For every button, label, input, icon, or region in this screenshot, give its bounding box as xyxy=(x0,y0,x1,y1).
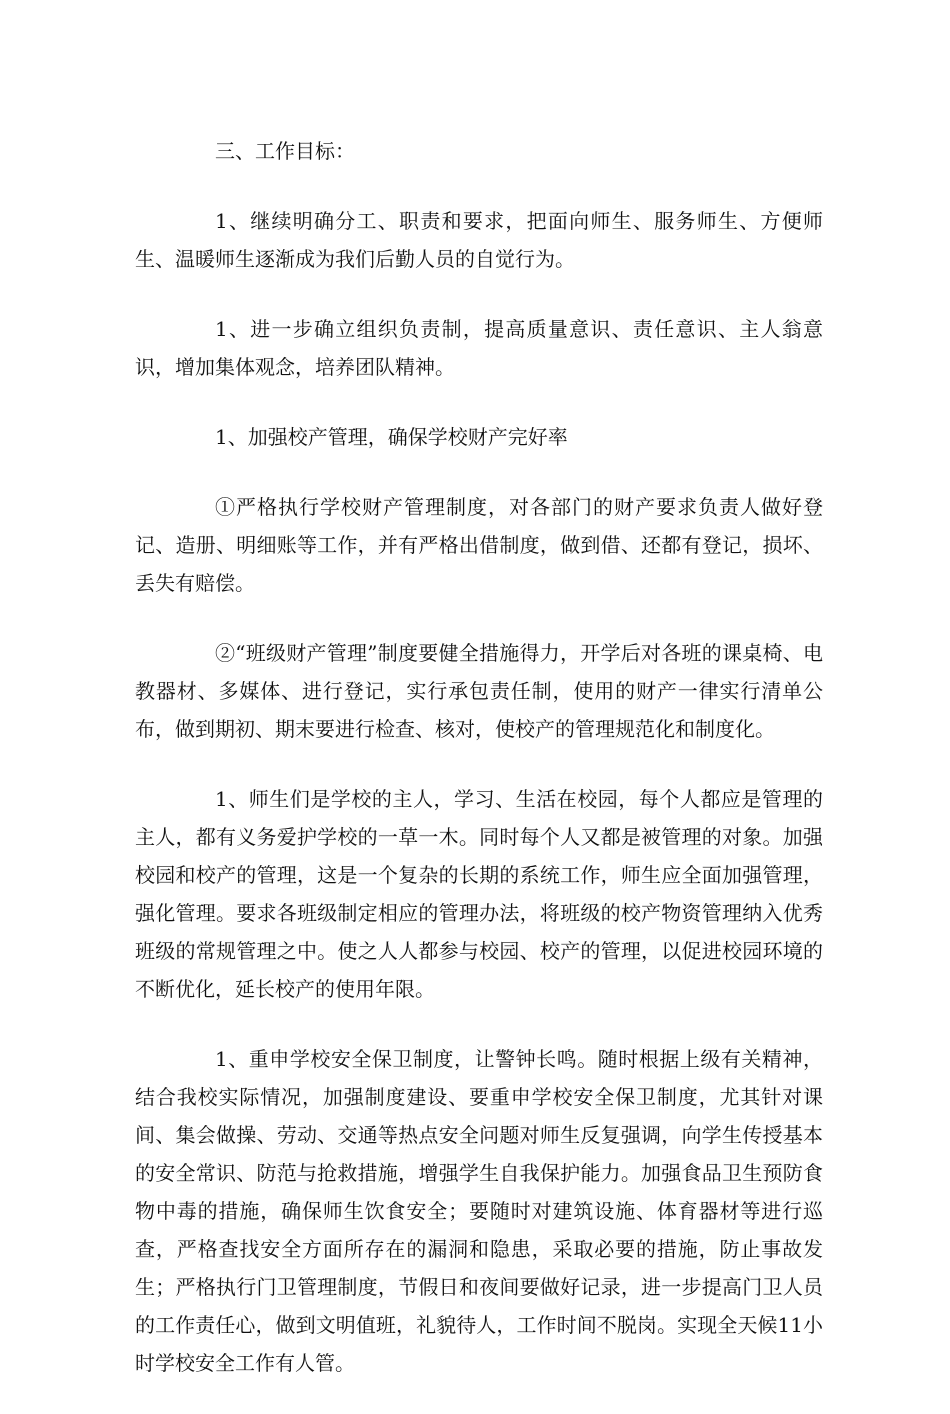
document-body xyxy=(135,132,823,1414)
paragraph-school-property-heading: 1、加强校产管理，确保学校财产完好率 xyxy=(215,425,568,449)
paragraph-class-property-management: ②“班级财产管理”制度要健全措施得力，开学后对各班的课桌椅、电教器材、多媒体、进行登记，实行承包责任制，使用的财产一律实行清单公布，做到期初、期末要进行检查、核对，使校产的管理规范化和制度化。 xyxy=(135,641,823,741)
section-heading: 三、工作目标： xyxy=(215,139,355,163)
paragraph-responsibility-system: 1、进一步确立组织负责制，提高质量意识、责任意识、主人翁意识，增加集体观念，培养团队精神。 xyxy=(135,317,823,379)
paragraph-safety-security: 1、重申学校安全保卫制度，让警钟长鸣。随时根据上级有关精神，结合我校实际情况，加强制度建设、要重申学校安全保卫制度，尤其针对课间、集会做操、劳动、交通等热点安全问题对师生反复强调，向学生传授基本的安全常识、防范与抢救措施，增强学生自我保护能力。加强食品卫生预防食物中毒的措施，确保师生饮食安全；要随时对建筑设施、体育器材等进行巡查，严格查找安全方面所存在的漏洞和隐患，采取必要的措施，防止事故发生；严格执行门卫管理制度，节假日和夜间要做好记录，进一步提高门卫人员的工作责任心，做到文明值班，礼貌待人，工作时间不脱岗。实现全天候11小时学校安全工作有人管。 xyxy=(135,1047,823,1375)
paragraph-property-management-rules: ①严格执行学校财产管理制度，对各部门的财产要求负责人做好登记、造册、明细账等工作，并有严格出借制度，做到借、还都有登记，损坏、丢失有赔偿。 xyxy=(135,495,823,595)
paragraph-campus-ownership: 1、师生们是学校的主人，学习、生活在校园，每个人都应是管理的主人，都有义务爱护学校的一草一木。同时每个人又都是被管理的对象。加强校园和校产的管理，这是一个复杂的长期的系统工作，师生应全面加强管理，强化管理。要求各班级制定相应的管理办法，将班级的校产物资管理纳入优秀班级的常规管理之中。使之人人都参与校园、校产的管理，以促进校园环境的不断优化，延长校产的使用年限。 xyxy=(135,787,823,1001)
paragraph-division-of-duties: 1、继续明确分工、职责和要求，把面向师生、服务师生、方便师生、温暖师生逐渐成为我们后勤人员的自觉行为。 xyxy=(135,209,823,271)
